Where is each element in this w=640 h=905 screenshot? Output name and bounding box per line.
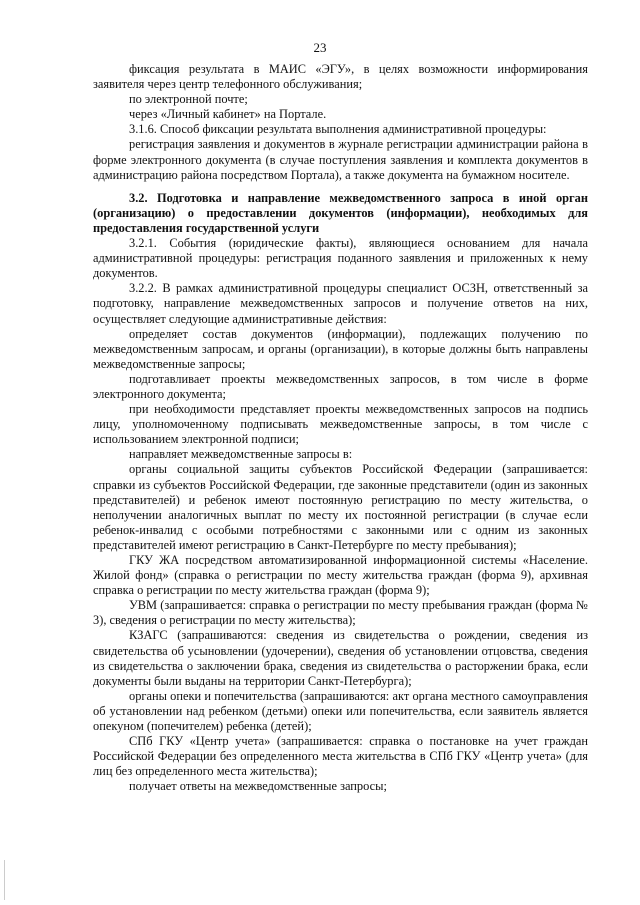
paragraph-determines: определяет состав документов (информации), подлежащих получению по межведомственным запросам, и органы (организации), в которые должны быть направлены межведомственные запросы; bbox=[93, 326, 588, 371]
paragraph-3-2-2: 3.2.2. В рамках административной процедуры специалист ОСЗН, ответственный за подготовку, направление межведомственных запросов и получение ответов на них, осуществляет следующие административные действия: bbox=[93, 281, 588, 326]
document-body bbox=[93, 62, 588, 795]
paragraph-center-uchet: СПб ГКУ «Центр учета» (запрашивается: справка о постановке на учет граждан Российской Федерации без определенного места жительства в СПб ГКУ «Центр учета» (для лиц без определенного места жительства); bbox=[93, 734, 588, 779]
paragraph-3-1-6: 3.1.6. Способ фиксации результата выполнения административной процедуры: bbox=[129, 122, 547, 137]
paragraph-sends-requests: направляет межведомственные запросы в: bbox=[129, 447, 353, 462]
paragraph-social-protection: органы социальной защиты субъектов Российской Федерации (запрашивается: справки из субъектов Российской Федерации, где законные представители (один из законных представителей) и ребенок имеют постоянную регистрацию по месту жительства, о неполучении аналогичных выплат по месту их постоянной регистрации (в случае если ребенок-инвалид с особыми потребностями с законными или с одним из законных представителей имеют регистрацию в Санкт-Петербурге по месту пребывания); bbox=[93, 462, 588, 552]
paragraph-receives-answers: получает ответы на межведомственные запросы; bbox=[129, 779, 387, 794]
paragraph-kzags: КЗАГС (запрашиваются: сведения из свидетельства о рождении, сведения из свидетельства об усыновлении (удочерении), сведения об установлении отцовства, сведения из свидетельства о заключении брака, сведения из свидетельства о расторжении брака, если документы были выданы на территории Санкт-Петербурга); bbox=[93, 628, 588, 688]
paragraph-prepares: подготавливает проекты межведомственных запросов, в том числе в форме электронного документа; bbox=[93, 371, 588, 401]
page-number: 23 bbox=[313, 40, 327, 55]
paragraph-personal-cabinet: через «Личный кабинет» на Портале. bbox=[129, 107, 327, 122]
scan-edge-mark bbox=[4, 860, 5, 900]
paragraph-email: по электронной почте; bbox=[129, 92, 248, 107]
paragraph-registration: регистрация заявления и документов в журнале регистрации администрации района в форме электронного документа (в случае поступления заявления и комплекта документов в администрацию района посредством Портала), а также документа на бумажном носителе. bbox=[93, 137, 588, 182]
paragraph-gku-zha: ГКУ ЖА посредством автоматизированной информационной системы «Население. Жилой фонд» (справка о регистрации по месту жительства граждан (форма 9), архивная справка о регистрации по месту жительства граждан (форма 9); bbox=[93, 553, 588, 598]
paragraph-fixation-result: фиксация результата в МАИС «ЭГУ», в целях возможности информирования заявителя через центр телефонного обслуживания; bbox=[93, 62, 588, 92]
paragraph-uvm: УВМ (запрашивается: справка о регистрации по месту пребывания граждан (форма № 3), сведения о регистрации по месту жительства); bbox=[93, 598, 588, 628]
paragraph-guardianship: органы опеки и попечительства (запрашиваются: акт органа местного самоуправления об установлении над ребенком (детьми) опеки или попечительства, если заявитель является опекуном (попечителем) ребенка (детей); bbox=[93, 688, 588, 734]
paragraph-3-2-1: 3.2.1. События (юридические факты), являющиеся основанием для начала административной процедуры: регистрация поданного заявления и приложенных к нему документов. bbox=[93, 236, 588, 281]
paragraph-submits-for-signature: при необходимости представляет проекты межведомственных запросов на подпись лицу, уполномоченному подписывать межведомственные запросы, в том числе с использованием электронной подписи; bbox=[93, 402, 588, 447]
section-heading-3-2: 3.2. Подготовка и направление межведомственного запроса в иной орган (организацию) о предоставлении документов (информации), необходимых для предоставления государственной услуги bbox=[93, 190, 588, 235]
